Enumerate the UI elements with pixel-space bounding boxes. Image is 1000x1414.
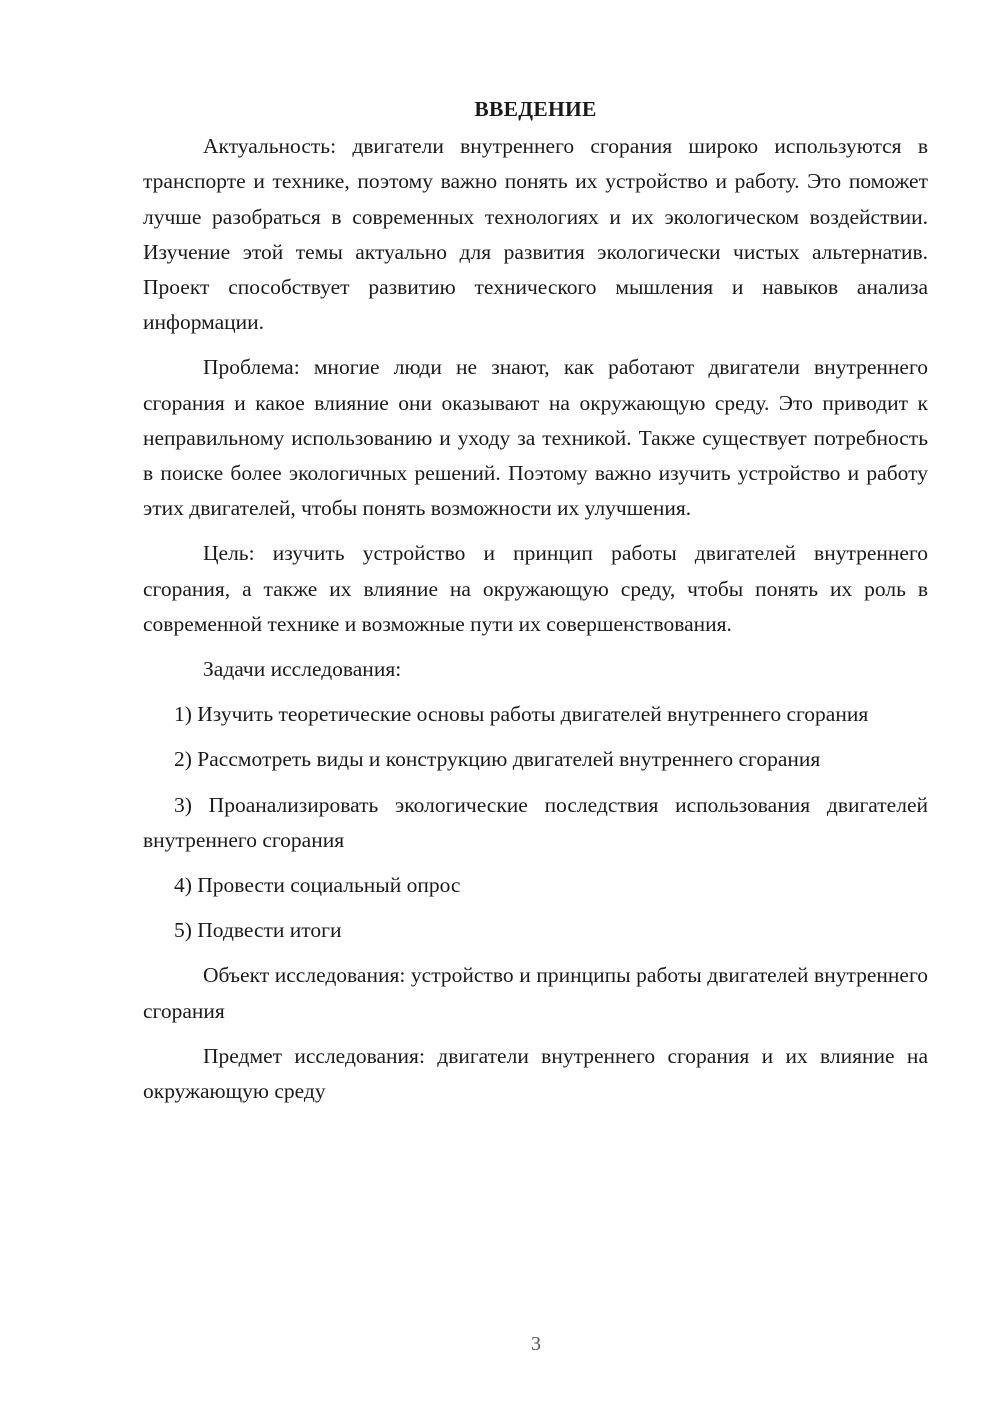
problem-paragraph: Проблема: многие люди не знают, как работают двигатели внутреннего сгорания и какое влияние они оказывают на окружающую среду. Это приводит к неправильному использованию и уходу за техникой. Также существует потребность в поиске более экологичных решений. Поэтому важно изучить устройство и работу этих двигателей, чтобы понять возможности их улучшения.: [143, 355, 928, 521]
research-object-paragraph: Объект исследования: устройство и принципы работы двигателей внутреннего сгорания: [143, 963, 928, 1023]
tasks-heading: Задачи исследования:: [203, 657, 402, 682]
page-title: ВВЕДЕНИЕ: [474, 97, 597, 121]
page-number: 3: [531, 1333, 541, 1355]
research-subject-paragraph: Предмет исследования: двигатели внутреннего сгорания и их влияние на окружающую среду: [143, 1043, 928, 1104]
page-content: [143, 92, 928, 1119]
task-item-2: 2) Рассмотреть виды и конструкцию двигателей внутреннего сгорания: [174, 747, 821, 772]
task-item-5: 5) Подвести итоги: [174, 918, 342, 943]
goal-paragraph: Цель: изучить устройство и принцип работы двигателей внутреннего сгорания, а также их влияние на окружающую среду, чтобы понять их роль в современной технике и возможные пути их совершенствования.: [143, 541, 928, 636]
task-item-3: 3) Проанализировать экологические последствия использования двигателей внутреннего сгорания: [143, 792, 928, 852]
task-item-4: 4) Провести социальный опрос: [174, 873, 461, 898]
relevance-paragraph: Актуальность: двигатели внутреннего сгорания широко используются в транспорте и технике, поэтому важно понять их устройство и работу. Это поможет лучше разобраться в современных технологиях и их экологическом воздействии. Изучение этой темы актуально для развития экологически чистых альтернатив. Проект способствует развитию технического мышления и навыков анализа информации.: [143, 134, 928, 335]
task-item-1: 1) Изучить теоретические основы работы двигателей внутреннего сгорания: [174, 702, 869, 727]
